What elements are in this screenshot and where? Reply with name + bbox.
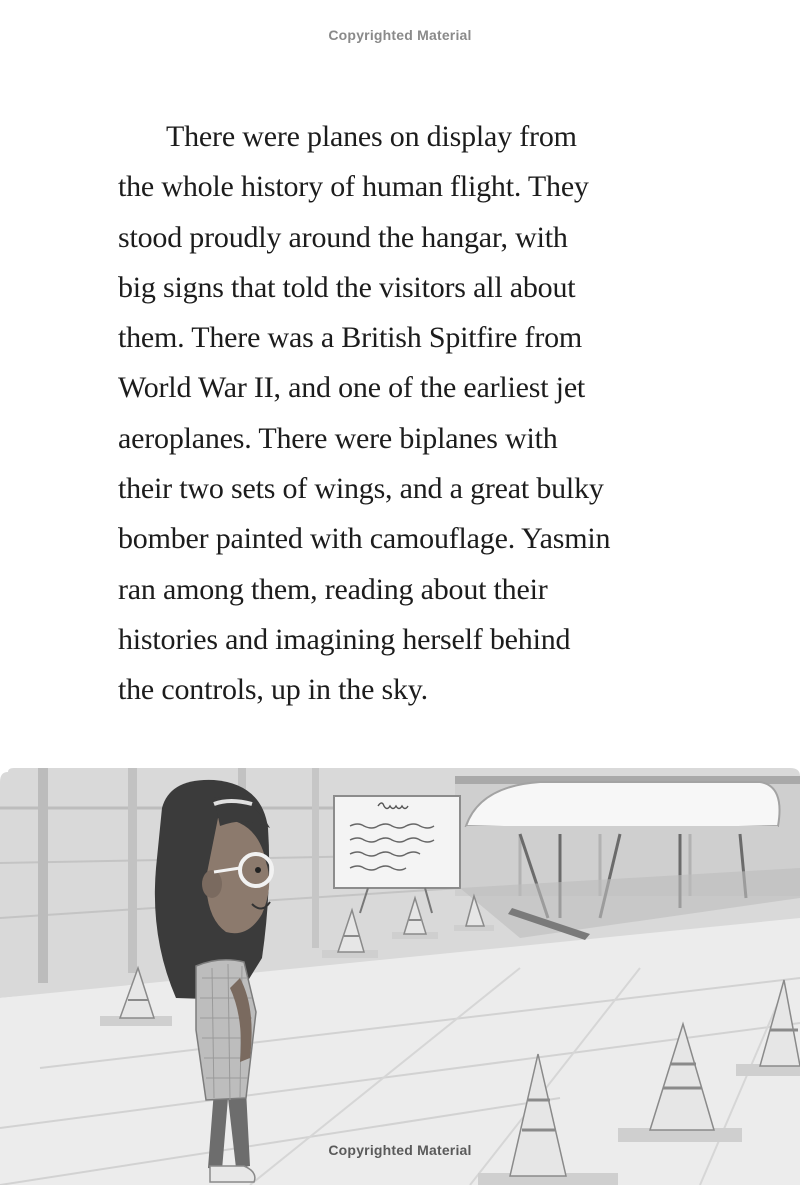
text-line: big signs that told the visitors all about — [118, 270, 576, 304]
text-line: them. There was a British Spitfire from — [118, 321, 583, 355]
text-line: histories and imagining herself behind — [118, 622, 571, 656]
text-line: ran among them, reading about their — [118, 572, 548, 606]
text-line: aeroplanes. There were biplanes with — [118, 421, 558, 455]
copyright-watermark-bottom: Copyrighted Material — [328, 1142, 472, 1158]
copyright-watermark-top: Copyrighted Material — [328, 27, 472, 43]
text-line: There were planes on display from — [166, 120, 577, 153]
text-line: bomber painted with camouflage. Yasmin — [118, 522, 611, 556]
text-line: World War II, and one of the earliest jet — [118, 371, 586, 405]
hangar-illustration — [0, 768, 800, 1185]
text-line: the whole history of human flight. They — [118, 170, 589, 204]
text-line: stood proudly around the hangar, with — [118, 220, 568, 254]
text-line: their two sets of wings, and a great bulky — [118, 472, 604, 506]
text-line: the controls, up in the sky. — [118, 673, 428, 707]
story-paragraph — [118, 112, 718, 716]
